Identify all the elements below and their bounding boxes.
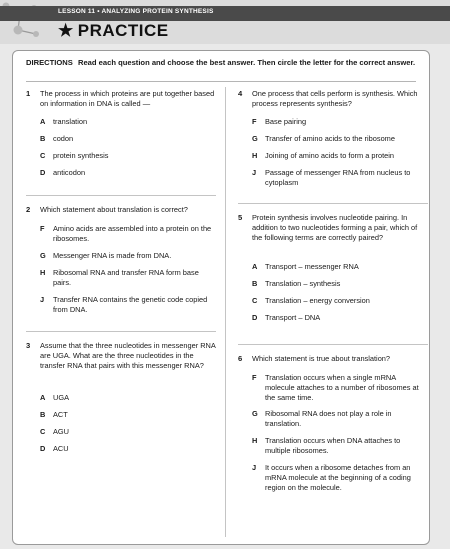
choice-letter[interactable]: B bbox=[252, 279, 258, 288]
choice-letter[interactable]: A bbox=[40, 393, 46, 402]
choice-letter[interactable]: J bbox=[40, 295, 45, 304]
choice-letter[interactable]: D bbox=[252, 313, 258, 322]
choice-letter[interactable]: H bbox=[40, 268, 46, 277]
choice-text: Translation – synthesis bbox=[265, 279, 341, 288]
question-number: 4 bbox=[238, 89, 243, 98]
question-divider bbox=[238, 344, 428, 345]
choice-letter[interactable]: H bbox=[252, 436, 258, 445]
choice-text: UGA bbox=[53, 393, 70, 402]
choice-letter[interactable]: C bbox=[40, 151, 46, 160]
question-text: Assume that the three nucleotides in messenger RNA are UGA. What are the three nucleotides in the transfer RNA that pairs with this messenger RNA? bbox=[40, 341, 216, 370]
question-number: 3 bbox=[26, 341, 31, 350]
choice-letter[interactable]: F bbox=[252, 373, 257, 382]
choice-letter[interactable]: J bbox=[252, 463, 257, 472]
question-number: 1 bbox=[26, 89, 31, 98]
choice-text: Base pairing bbox=[265, 117, 307, 126]
question-number: 2 bbox=[26, 205, 31, 214]
choice-text: Ribosomal RNA and transfer RNA form base pairs. bbox=[53, 268, 199, 287]
directions bbox=[26, 58, 416, 68]
choice-letter[interactable]: F bbox=[40, 224, 45, 233]
choice-text: Passage of messenger RNA from nucleus to cytoplasm bbox=[265, 168, 411, 187]
choice-letter[interactable]: B bbox=[40, 410, 46, 419]
question-text: Which statement is true about translation? bbox=[252, 354, 391, 363]
choice-letter[interactable]: C bbox=[252, 296, 258, 305]
choice-letter[interactable]: G bbox=[252, 409, 258, 418]
divider bbox=[26, 81, 416, 82]
choice-text: AGU bbox=[53, 427, 70, 436]
question-number: 5 bbox=[238, 213, 243, 222]
star-icon: ★ bbox=[58, 21, 74, 40]
choice-text: protein synthesis bbox=[53, 151, 109, 160]
choice-text: anticodon bbox=[53, 168, 86, 177]
choice-text: Translation occurs when DNA attaches to multiple ribosomes. bbox=[265, 436, 401, 455]
choice-letter[interactable]: H bbox=[252, 151, 258, 160]
choice-text: Translation occurs when a single mRNA molecule attaches to a number of ribosomes at the same time. bbox=[265, 373, 419, 402]
question-divider bbox=[26, 195, 216, 196]
choice-letter[interactable]: A bbox=[40, 117, 46, 126]
question-divider bbox=[238, 203, 428, 204]
choice-letter[interactable]: A bbox=[252, 262, 258, 271]
choice-text: Transfer of amino acids to the ribosome bbox=[265, 134, 395, 143]
choice-text: Translation – energy conversion bbox=[265, 296, 370, 305]
choice-text: It occurs when a ribosome detaches from an mRNA molecule at the beginning of a coding region on the molecule. bbox=[265, 463, 411, 492]
choice-text: Ribosomal RNA does not play a role in translation. bbox=[265, 409, 392, 428]
choice-text: Amino acids are assembled into a protein on the ribosomes. bbox=[53, 224, 212, 243]
question-number: 6 bbox=[238, 354, 243, 363]
question-text: One process that cells perform is synthesis. Which process represents synthesis? bbox=[252, 89, 418, 108]
practice-card bbox=[12, 50, 430, 545]
choice-letter[interactable]: F bbox=[252, 117, 257, 126]
choice-text: ACU bbox=[53, 444, 69, 453]
choice-text: Transport – messenger RNA bbox=[265, 262, 359, 271]
directions-label: DIRECTIONS bbox=[26, 58, 73, 67]
choice-letter[interactable]: G bbox=[40, 251, 46, 260]
page-title bbox=[58, 21, 169, 41]
choice-text: Messenger RNA is made from DNA. bbox=[53, 251, 172, 260]
choice-text: Transfer RNA contains the genetic code copied from DNA. bbox=[53, 295, 208, 314]
choice-text: Joining of amino acids to form a protein bbox=[265, 151, 394, 160]
choice-text: codon bbox=[53, 134, 74, 143]
question-text: Which statement about translation is correct? bbox=[40, 205, 188, 214]
choice-letter[interactable]: D bbox=[40, 168, 46, 177]
choice-letter[interactable]: J bbox=[252, 168, 257, 177]
directions-text: Read each question and choose the best answer. Then circle the letter for the correct answer. bbox=[77, 58, 416, 67]
choice-text: Transport – DNA bbox=[265, 313, 321, 322]
lesson-tag: LESSON 11 • ANALYZING PROTEIN SYNTHESIS bbox=[58, 8, 214, 15]
page-title-text: PRACTICE bbox=[77, 21, 169, 40]
question-text: The process in which proteins are put together based on information in DNA is called — bbox=[40, 89, 215, 108]
choice-text: ACT bbox=[53, 410, 68, 419]
choice-text: translation bbox=[53, 117, 88, 126]
choice-letter[interactable]: D bbox=[40, 444, 46, 453]
column-divider bbox=[225, 87, 226, 537]
choice-letter[interactable]: C bbox=[40, 427, 46, 436]
choice-letter[interactable]: G bbox=[252, 134, 258, 143]
question-divider bbox=[26, 331, 216, 332]
question-text: Protein synthesis involves nucleotide pairing. In addition to two nucleotides forming a pair, which of the following terms are correctly paired? bbox=[252, 213, 418, 242]
choice-letter[interactable]: B bbox=[40, 134, 46, 143]
